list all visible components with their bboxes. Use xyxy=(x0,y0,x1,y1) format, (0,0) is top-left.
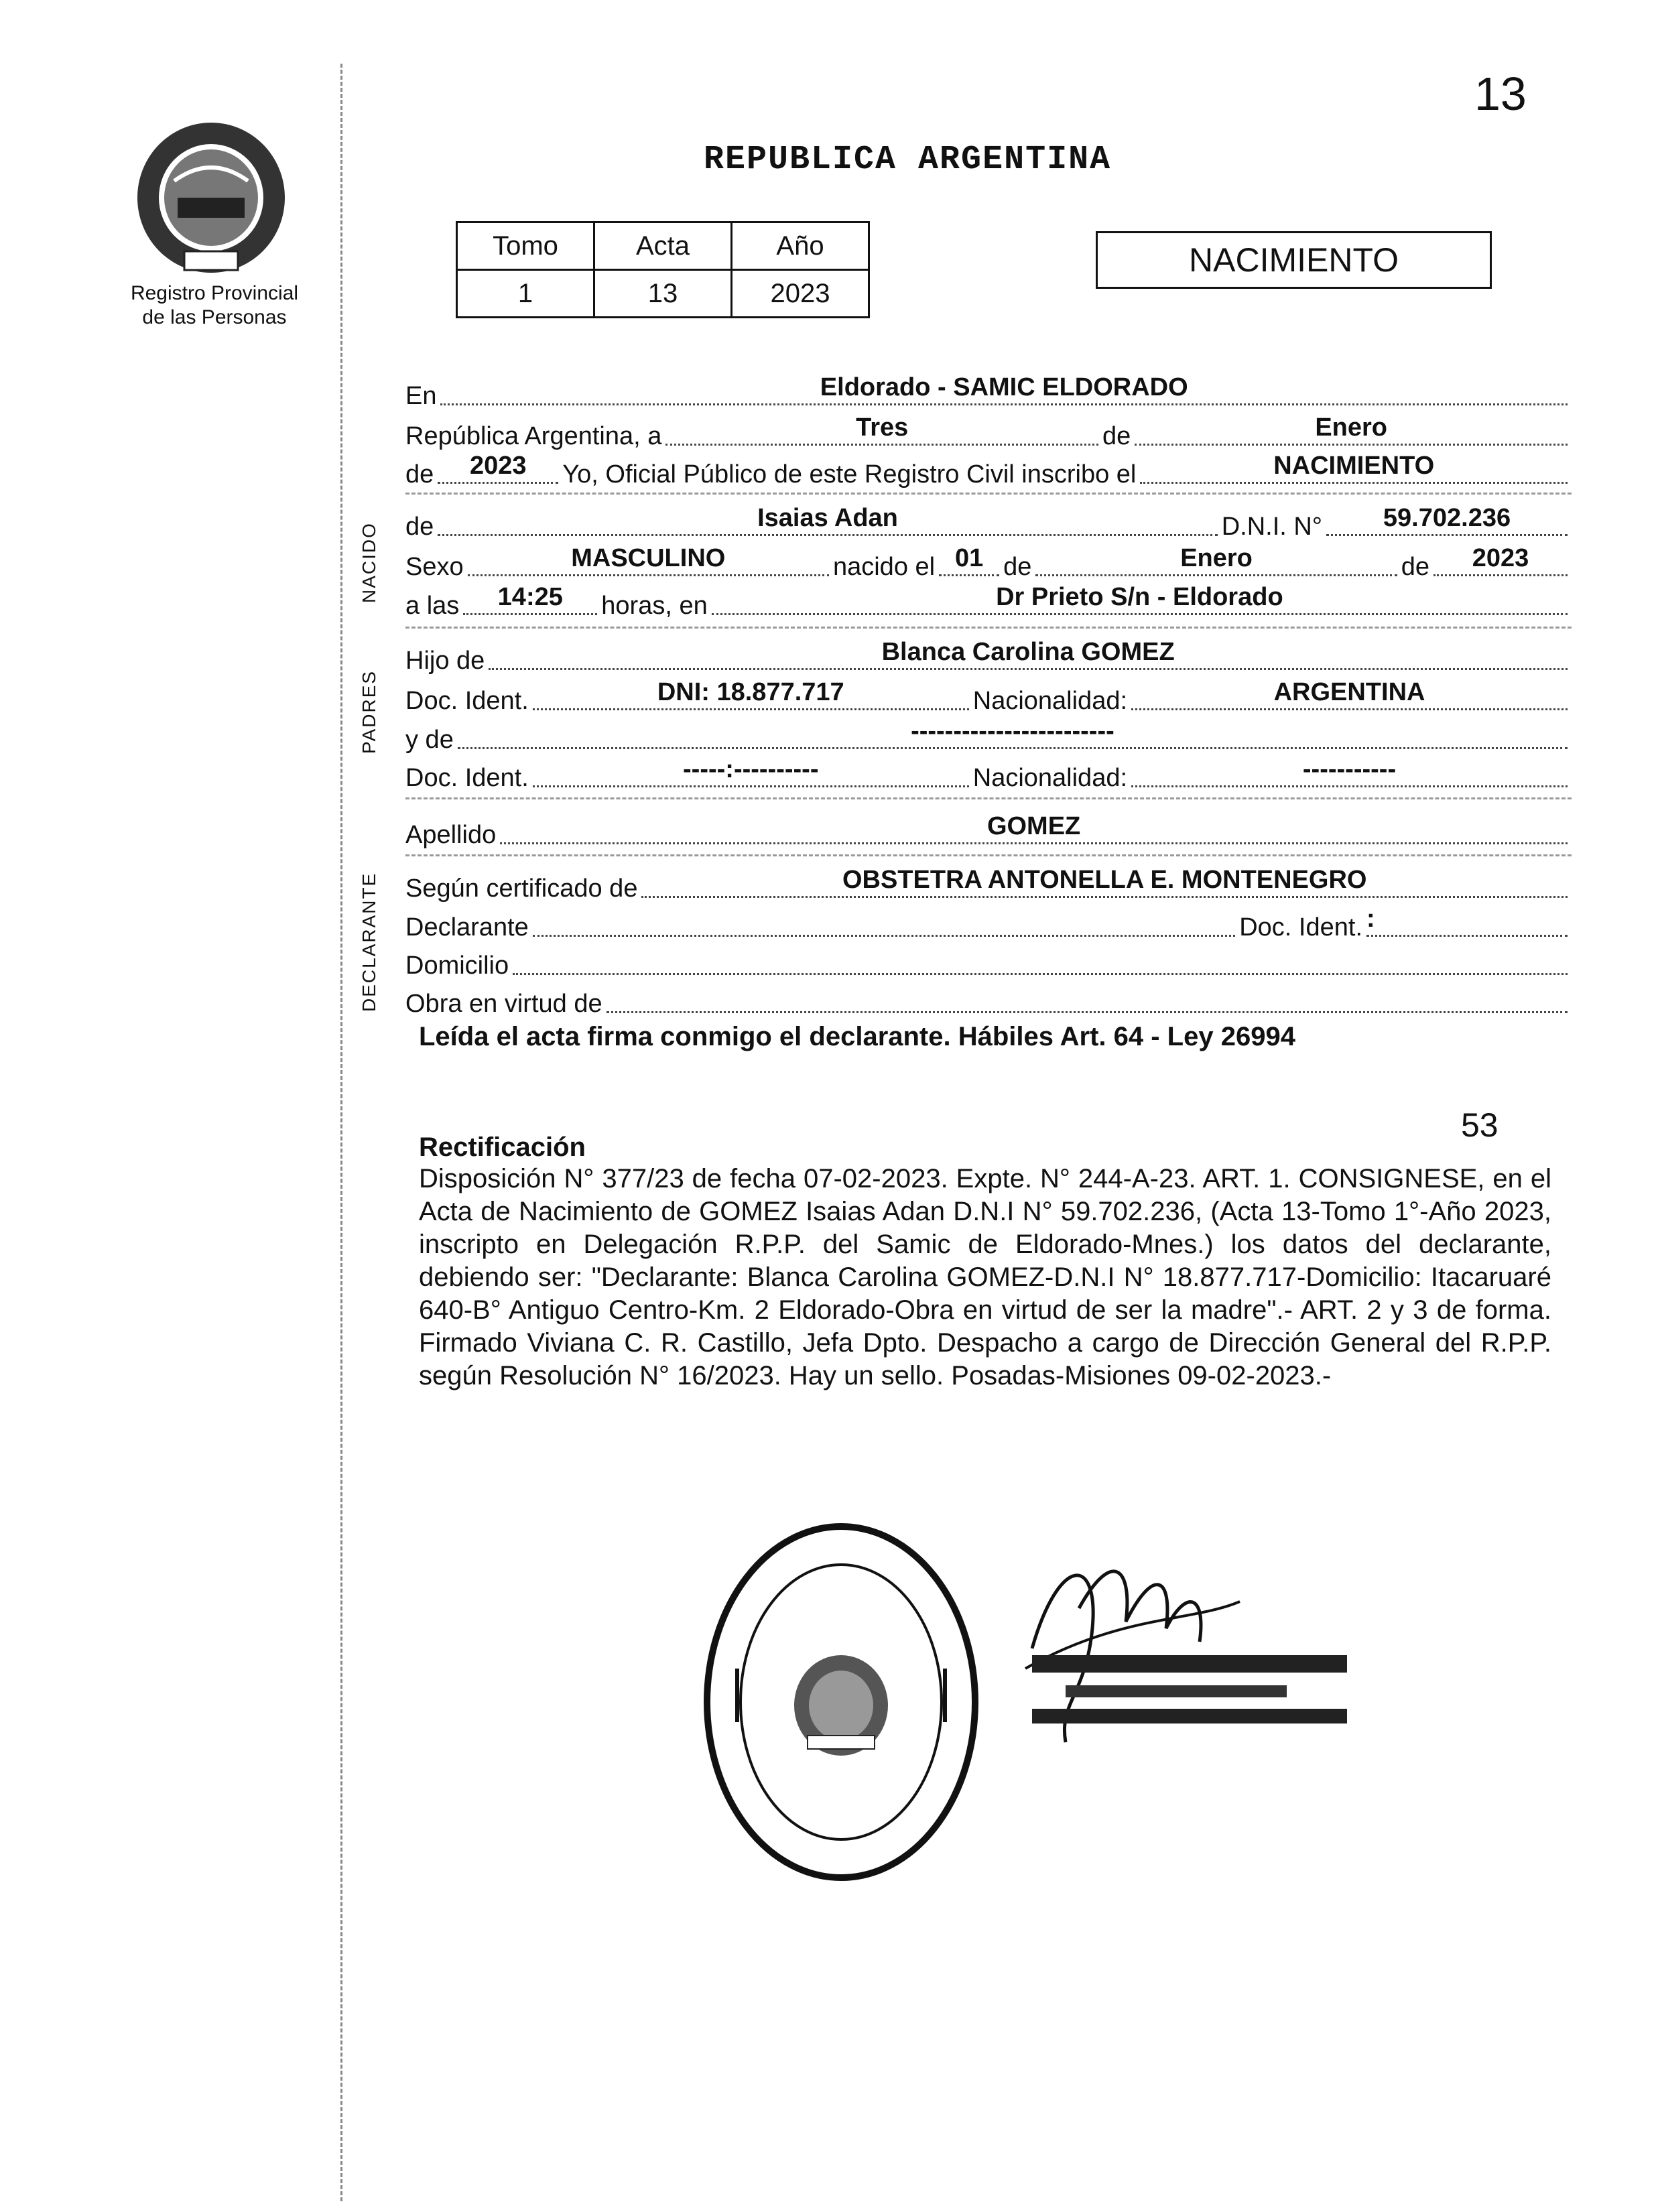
value-lugar: Eldorado - SAMIC ELDORADO xyxy=(820,373,1188,401)
value-dia: Tres xyxy=(856,413,909,442)
label-inscribo: Yo, Oficial Público de este Registro Civil inscribo el xyxy=(562,460,1137,489)
fill-madre xyxy=(489,638,1568,670)
label-de-mes: de xyxy=(1102,422,1131,450)
value-mes: Enero xyxy=(1315,413,1388,442)
fill-obra xyxy=(607,987,1568,1013)
value-acta: 13 xyxy=(594,270,732,318)
row-madre xyxy=(405,637,1572,675)
row-doc-madre xyxy=(405,677,1572,716)
value-madre: Blanca Carolina GOMEZ xyxy=(881,638,1175,666)
row-padre xyxy=(405,716,1572,755)
label-obra: Obra en virtud de xyxy=(405,990,602,1018)
label-de-dia: de xyxy=(1003,553,1032,581)
page-number: 13 xyxy=(1474,68,1527,120)
label-nacido-el: nacido el xyxy=(832,553,936,581)
value-anio: 2023 xyxy=(732,270,869,318)
seal-stamp-icon xyxy=(697,1514,985,1890)
separator-3 xyxy=(405,797,1572,799)
logo-caption xyxy=(101,281,328,330)
fill-sexo xyxy=(468,544,829,576)
value-apellido: GOMEZ xyxy=(986,812,1081,840)
fill-nombre xyxy=(438,504,1217,536)
fill-doc-madre xyxy=(533,678,969,710)
row-doc-padre xyxy=(405,754,1572,793)
value-certificado: OBSTETRA ANTONELLA E. MONTENEGRO xyxy=(842,866,1367,894)
row-nombre xyxy=(405,503,1572,541)
label-y-de: y de xyxy=(405,726,454,754)
fill-padre xyxy=(458,717,1568,749)
label-segun: Según certificado de xyxy=(405,874,638,903)
official-seal xyxy=(697,1514,985,1890)
row-domicilio xyxy=(405,941,1572,980)
row-lugar xyxy=(405,372,1572,411)
fill-mes-nac xyxy=(1035,544,1397,576)
fill-acto xyxy=(1140,452,1568,484)
value-tomo: 1 xyxy=(457,270,594,318)
fill-nac-padre xyxy=(1131,755,1568,787)
row-sexo xyxy=(405,543,1572,582)
label-horas-en: horas, en xyxy=(601,592,708,620)
row-apellido xyxy=(405,811,1572,850)
label-nacionalidad-padre: Nacionalidad: xyxy=(972,764,1128,792)
label-doc-ident: Doc. Ident. xyxy=(405,687,529,715)
side-label-declarante: DECLARANTE xyxy=(359,872,379,1012)
separator-2 xyxy=(405,627,1572,629)
value-mes-nac: Enero xyxy=(1180,544,1253,572)
rectificacion-text: Disposición N° 377/23 de fecha 07-02-2023. Expte. N° 244-A-23. ART. 1. CONSIGNESE, en el Acta de Nacimiento de GOMEZ Isaias Adan D.N.I N° 59.702.236, (Acta 13-Tomo 1°-Año 2023, inscripto en Delegación R.P.P. del Samic de Eldorado-Mnes.) los datos del declarante, debiendo ser: "Declarante: Blanca Carolina GOMEZ-D.N.I N° 18.877.717-Domicilio: Itacaruaré 640-B° Antiguo Centro-Km. 2 Eldorado-Obra en virtud de ser la madre".- ART. 2 y 3 de forma. Firmado Viviana C. R. Castillo, Jefa Dpto. Despacho a cargo de Dirección General del R.P.P. según Resolución N° 16/2023. Hay un sello. Posadas-Misiones 09-02-2023.- xyxy=(419,1164,1551,1390)
row-declarante xyxy=(405,903,1572,942)
value-doc-madre: DNI: 18.877.717 xyxy=(657,678,844,706)
header-anio: Año xyxy=(732,222,869,270)
logo-caption-line2: de las Personas xyxy=(142,306,287,328)
fill-anio xyxy=(438,452,558,484)
value-anio: 2023 xyxy=(470,452,527,480)
label-apellido: Apellido xyxy=(405,821,497,849)
logo-caption-line1: Registro Provincial xyxy=(130,282,299,304)
label-declarante: Declarante xyxy=(405,913,529,941)
signature-stamp xyxy=(1019,1528,1367,1749)
value-nac-padre: ----------- xyxy=(1302,755,1397,783)
label-doc-ident-padre: Doc. Ident. xyxy=(405,764,529,792)
legal-line: Leída el acta firma conmigo el declarante. Hábiles Art. 64 - Ley 26994 xyxy=(419,1022,1295,1051)
label-republica: República Argentina, a xyxy=(405,422,662,450)
provincial-logo xyxy=(121,117,302,278)
label-doc-ident-declarante: Doc. Ident. xyxy=(1239,913,1362,941)
rectificacion-title: Rectificación xyxy=(419,1132,586,1162)
value-doc-declarante: : xyxy=(1366,905,1375,933)
value-nombre: Isaias Adan xyxy=(757,504,898,532)
separator-1 xyxy=(405,493,1572,495)
fill-doc-declarante xyxy=(1366,905,1568,937)
label-sexo: Sexo xyxy=(405,553,464,581)
fill-domicilio xyxy=(513,949,1568,975)
value-hora: 14:25 xyxy=(497,583,563,611)
fill-lugar-nac xyxy=(712,583,1568,615)
value-padre: ------------------------ xyxy=(911,717,1114,745)
fill-apellido xyxy=(500,812,1568,844)
label-de-anio: de xyxy=(405,460,434,489)
label-a-las: a las xyxy=(405,592,460,620)
label-en: En xyxy=(405,382,437,410)
value-doc-padre: -----:---------- xyxy=(683,755,819,783)
header-acta: Acta xyxy=(594,222,732,270)
fill-mes xyxy=(1135,413,1568,446)
label-dni: D.N.I. N° xyxy=(1221,513,1322,541)
row-obra xyxy=(405,980,1572,1019)
value-acto: NACIMIENTO xyxy=(1273,452,1435,480)
value-sexo: MASCULINO xyxy=(571,544,726,572)
fill-doc-padre xyxy=(533,755,969,787)
fill-declarante xyxy=(533,911,1235,937)
label-nacionalidad: Nacionalidad: xyxy=(972,687,1128,715)
secondary-number: 53 xyxy=(1461,1106,1498,1144)
fill-dia-nac xyxy=(939,544,999,576)
label-domicilio: Domicilio xyxy=(405,952,509,980)
document-title: REPUBLICA ARGENTINA xyxy=(704,141,1112,179)
logo-emblem-icon xyxy=(121,117,302,278)
value-anio-nac: 2023 xyxy=(1472,544,1529,572)
value-dni: 59.702.236 xyxy=(1383,504,1511,532)
separator-4 xyxy=(405,854,1572,856)
label-de-anio2: de xyxy=(1401,553,1429,581)
signature-icon xyxy=(1019,1528,1367,1749)
registry-table xyxy=(456,221,870,318)
value-lugar-nac: Dr Prieto S/n - Eldorado xyxy=(996,583,1283,611)
side-label-nacido: NACIDO xyxy=(359,522,379,603)
fill-dni xyxy=(1326,504,1568,536)
row-certificado xyxy=(405,864,1572,903)
margin-dashed-line xyxy=(340,64,342,2201)
fill-hora xyxy=(463,583,597,615)
value-nac-madre: ARGENTINA xyxy=(1273,678,1425,706)
value-dia-nac: 01 xyxy=(954,544,984,572)
row-fecha xyxy=(405,412,1572,451)
fill-nac-madre xyxy=(1131,678,1568,710)
label-hijo-de: Hijo de xyxy=(405,647,485,675)
fill-certificado xyxy=(641,866,1568,898)
record-type-box: NACIMIENTO xyxy=(1096,231,1492,289)
row-anio xyxy=(405,450,1572,489)
fill-dia xyxy=(665,413,1098,446)
label-de-nombre: de xyxy=(405,513,434,541)
fill-anio-nac xyxy=(1433,544,1568,576)
side-label-padres: PADRES xyxy=(359,669,379,754)
fill-lugar xyxy=(440,373,1568,405)
row-hora xyxy=(405,582,1572,621)
header-tomo: Tomo xyxy=(457,222,594,270)
